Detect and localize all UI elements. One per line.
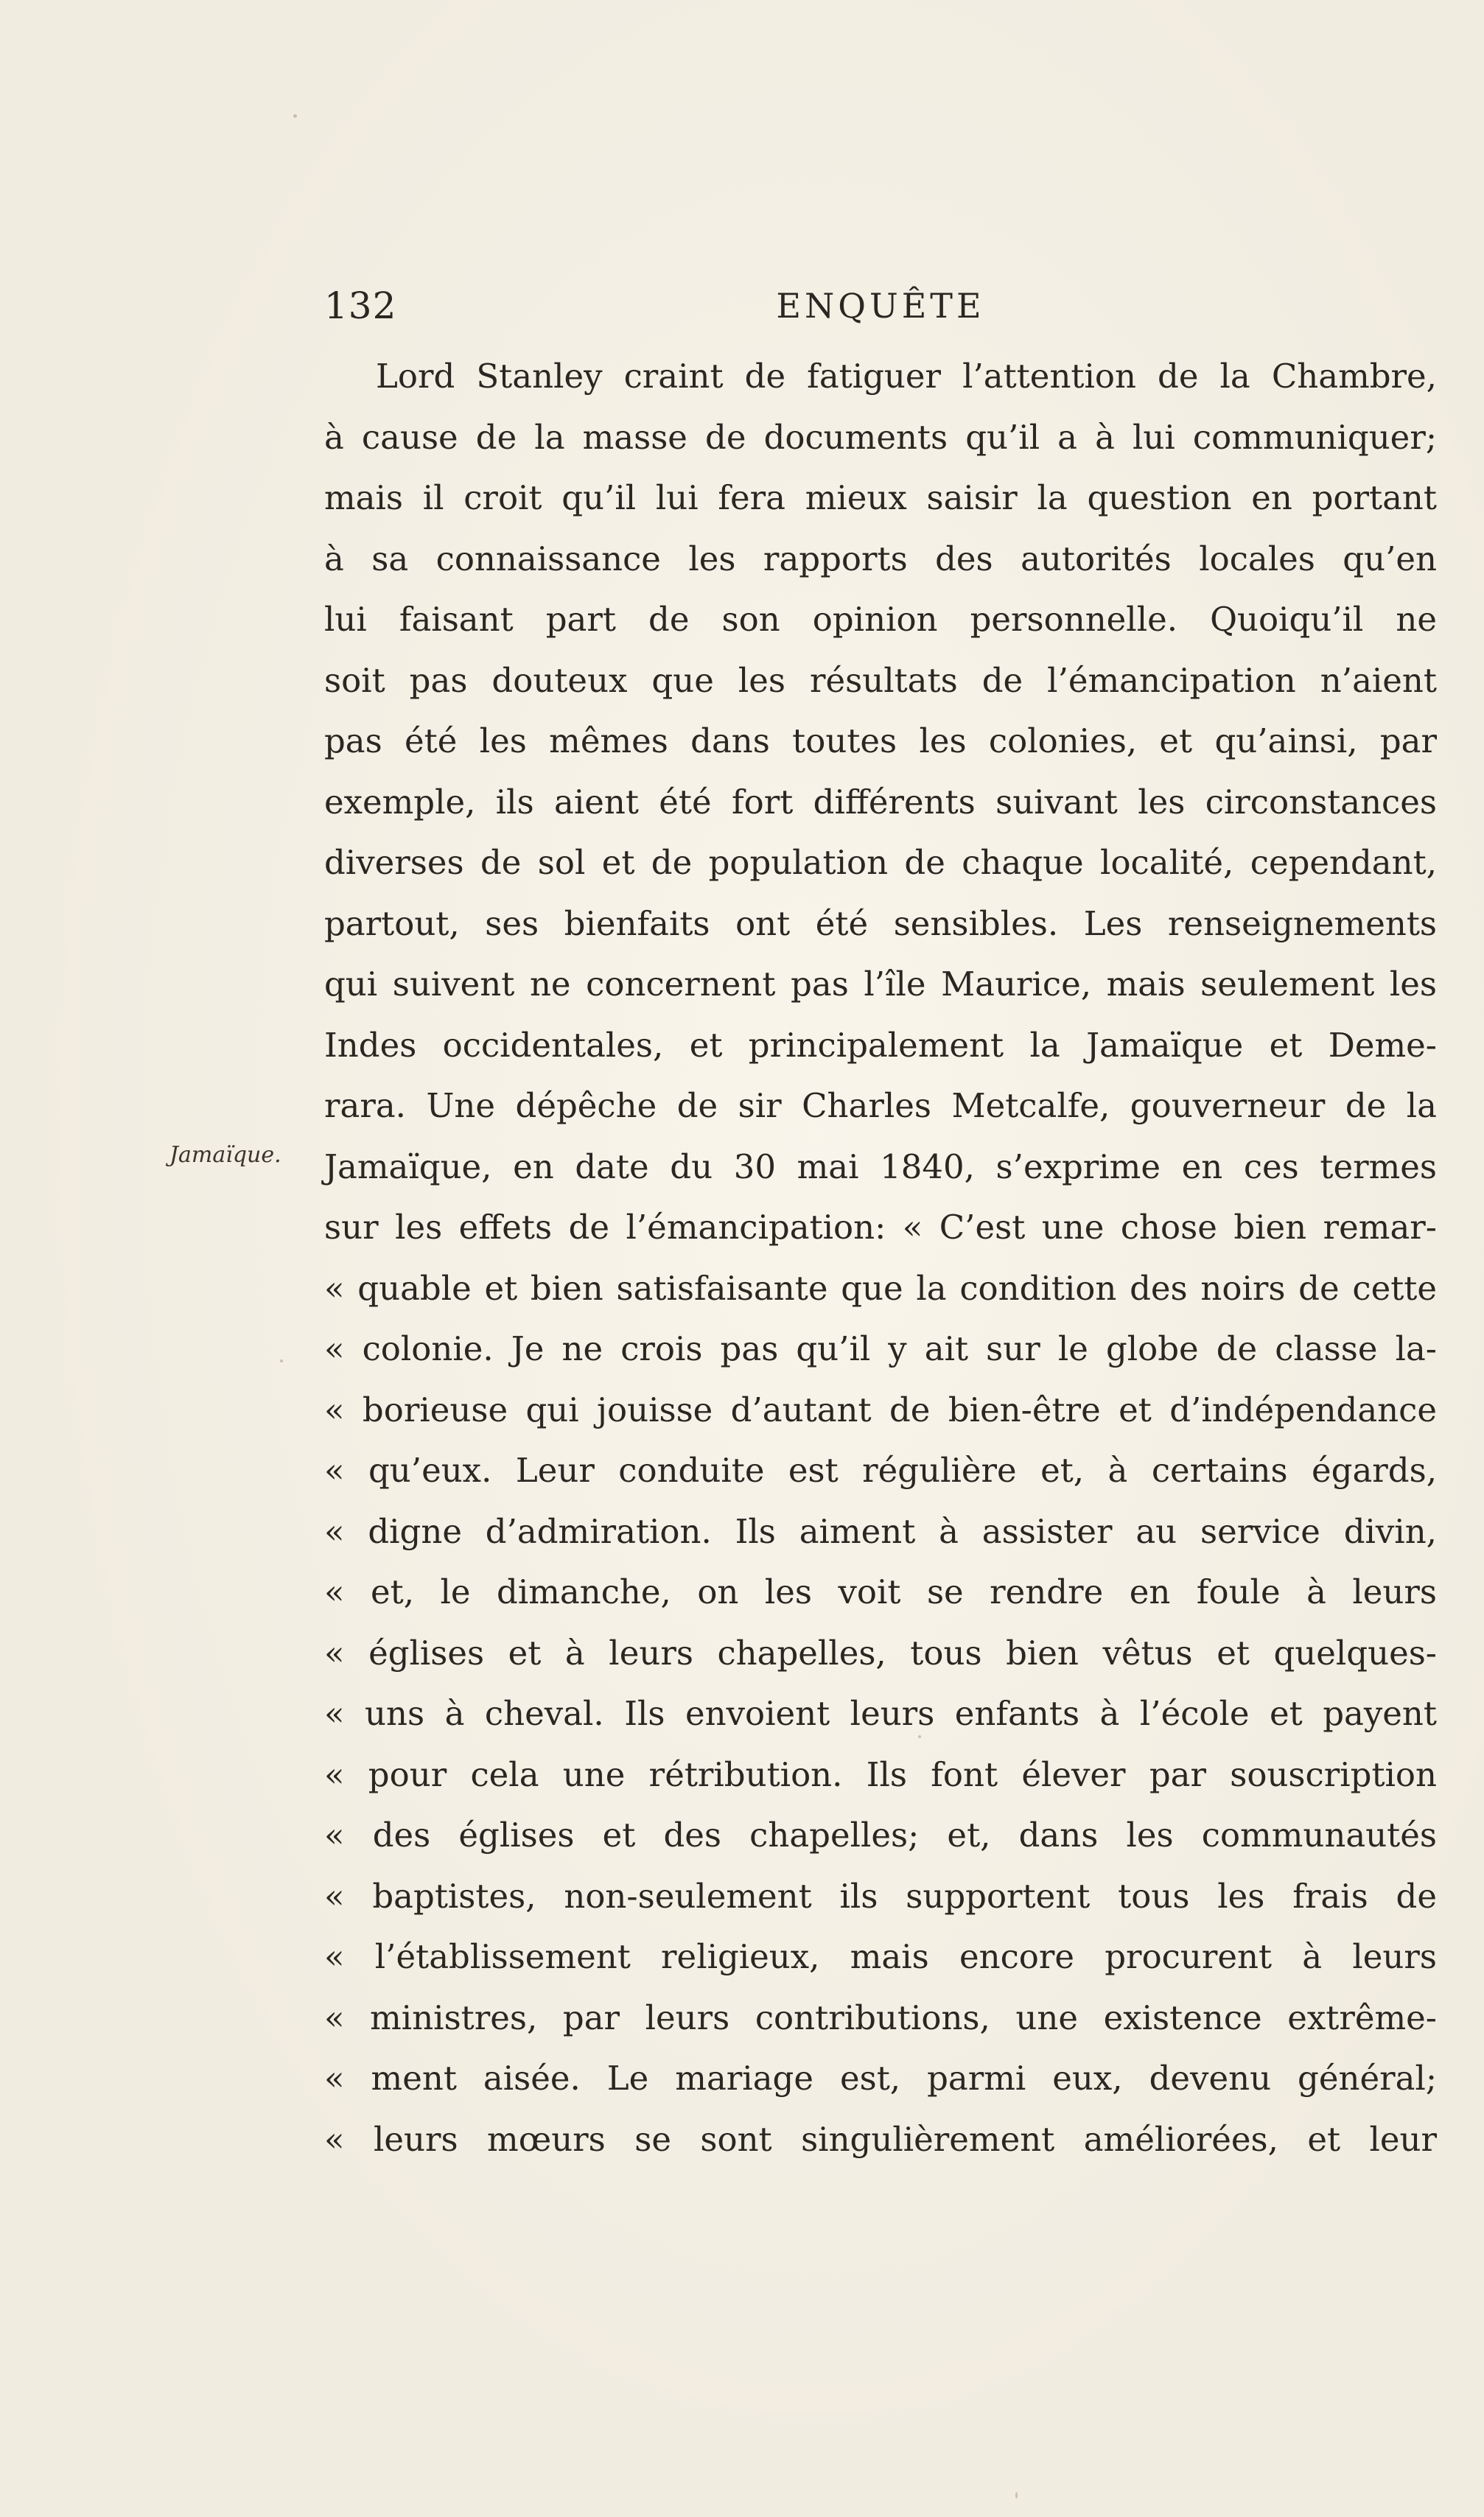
text-line: Indes occidentales, et principalement la Jamaïque et Deme-: [324, 1025, 1437, 1065]
text-line: lui faisant part de son opinion personnelle. Quoiqu’il ne: [324, 600, 1437, 639]
text-line: « uns à cheval. Ils envoient leurs enfants à l’école et payent: [324, 1694, 1437, 1733]
text-line: à cause de la masse de documents qu’il a à lui communiquer;: [324, 417, 1437, 457]
text-line: « ministres, par leurs contributions, une existence extrême-: [324, 1998, 1437, 2037]
text-line: « borieuse qui jouisse d’autant de bien-être et d’indépendance: [324, 1390, 1437, 1429]
text-line: « colonie. Je ne crois pas qu’il y ait sur le globe de classe la-: [324, 1329, 1437, 1368]
paper-speck: [293, 114, 297, 118]
text-line: « églises et à leurs chapelles, tous bien vêtus et quelques-: [324, 1633, 1437, 1673]
text-line: sur les effets de l’émancipation: « C’est une chose bien remar-: [324, 1208, 1437, 1247]
paper-speck: [918, 1735, 921, 1738]
text-line: « quable et bien satisfaisante que la condition des noirs de cette: [324, 1268, 1437, 1308]
running-title: ENQUÊTE: [776, 286, 985, 326]
text-line: « leurs mœurs se sont singulièrement améliorées, et leur: [324, 2119, 1437, 2159]
text-line: qui suivent ne concernent pas l’île Maurice, mais seulement les: [324, 965, 1437, 1004]
body-text: [324, 346, 1437, 2170]
text-line: rara. Une dépêche de sir Charles Metcalfe, gouverneur de la: [324, 1086, 1437, 1125]
text-line: « l’établissement religieux, mais encore procurent à leurs: [324, 1937, 1437, 1976]
margin-note: Jamaïque.: [169, 1142, 281, 1168]
text-line: « pour cela une rétribution. Ils font élever par souscription: [324, 1754, 1437, 1794]
page-number: 132: [324, 284, 397, 327]
text-line: « baptistes, non-seulement ils supportent tous les frais de: [324, 1876, 1437, 1916]
page-header: [324, 280, 1437, 332]
text-line: à sa connaissance les rapports des autorités locales qu’en: [324, 539, 1437, 578]
text-line: « digne d’admiration. Ils aiment à assister au service divin,: [324, 1511, 1437, 1551]
paper-speck: [280, 1359, 283, 1362]
text-line: « des églises et des chapelles; et, dans les communautés: [324, 1816, 1437, 1855]
text-line: Jamaïque, en date du 30 mai 1840, s’exprime en ces termes: [324, 1147, 1437, 1186]
paper-speck: [1015, 2492, 1018, 2499]
text-line: soit pas douteux que les résultats de l’émancipation n’aient: [324, 660, 1437, 700]
text-line: « et, le dimanche, on les voit se rendre en foule à leurs: [324, 1572, 1437, 1611]
text-line: diverses de sol et de population de chaque localité, cependant,: [324, 843, 1437, 882]
text-line: Lord Stanley craint de fatiguer l’attention de la Chambre,: [376, 357, 1437, 396]
text-line: pas été les mêmes dans toutes les colonies, et qu’ainsi, par: [324, 721, 1437, 760]
text-line: partout, ses bienfaits ont été sensibles. Les renseignements: [324, 903, 1437, 943]
text-line: « ment aisée. Le mariage est, parmi eux, devenu général;: [324, 2059, 1437, 2098]
text-line: mais il croit qu’il lui fera mieux saisir la question en portant: [324, 478, 1437, 517]
text-line: « qu’eux. Leur conduite est régulière et, à certains égards,: [324, 1451, 1437, 1490]
text-line: exemple, ils aient été fort différents suivant les circonstances: [324, 782, 1437, 822]
